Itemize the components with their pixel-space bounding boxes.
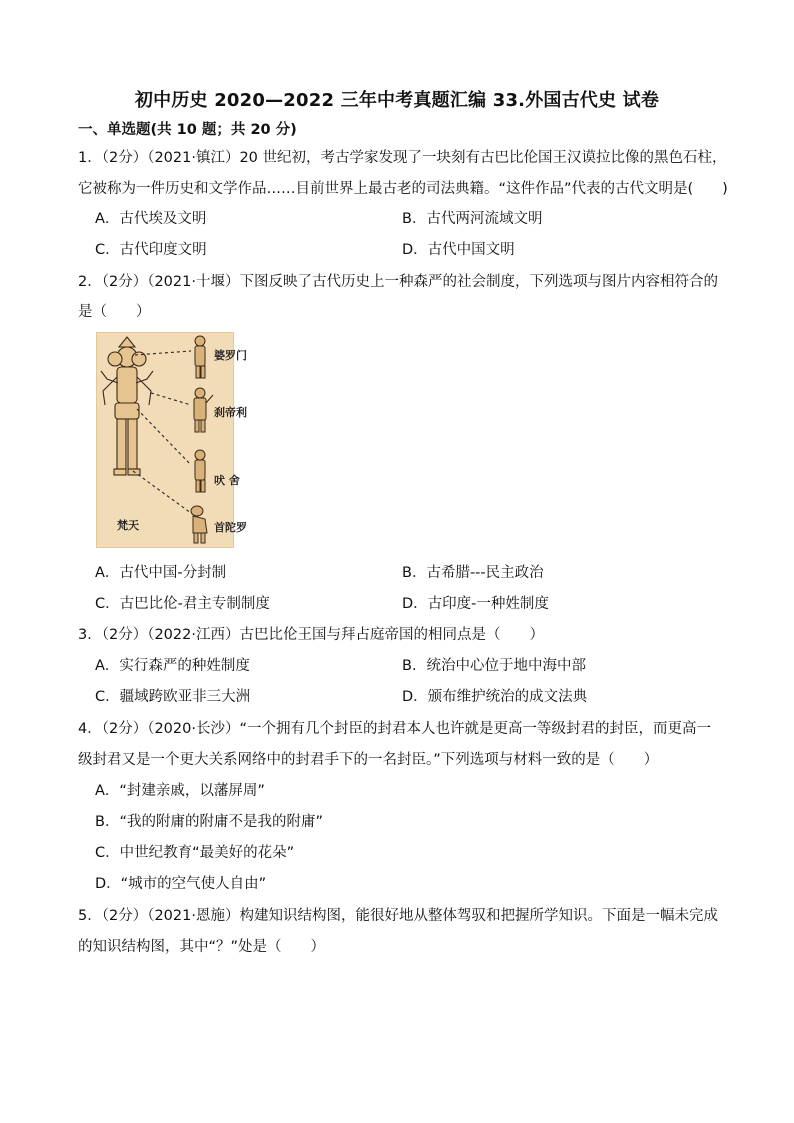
- q5-line-2: 的知识结构图，其中“？”处是（ ）: [78, 939, 326, 955]
- q1-line-2: 它被称为一件历史和文学作品……目前世界上最古老的司法典籍。“这件作品”代表的古代文明是( ): [78, 181, 728, 197]
- q3-option-a[interactable]: A．实行森严的种姓制度: [95, 658, 250, 674]
- q4-line-1: 4．（2分）（2020·长沙）“一个拥有几个封臣的封君本人也许就是更高一等级封君的封臣，而更高一: [78, 721, 711, 737]
- q1-option-d[interactable]: D．古代中国文明: [402, 242, 515, 258]
- q1-option-c[interactable]: C．古代印度文明: [95, 242, 207, 258]
- q2-option-b[interactable]: B．古希腊---民主政治: [402, 565, 544, 581]
- q1-option-b[interactable]: B．古代两河流域文明: [402, 211, 543, 227]
- label-brahma: 梵天: [117, 519, 139, 532]
- caste-illustration: [97, 333, 233, 547]
- q2-option-d[interactable]: D．古印度-一种姓制度: [402, 596, 549, 612]
- page-title: 初中历史 2020—2022 三年中考真题汇编 33.外国古代史 试卷: [134, 90, 660, 111]
- q4-line-2: 级封君又是一个更大关系网络中的封君手下的一名封臣。”下列选项与材料一致的是（ ）: [78, 752, 659, 768]
- label-shudra: 首陀罗: [214, 521, 247, 534]
- q2-option-a[interactable]: A．古代中国-分封制: [95, 565, 227, 581]
- q3-option-b[interactable]: B．统治中心位于地中海中部: [402, 658, 586, 674]
- section-heading: 一、单选题(共 10 题；共 20 分): [78, 122, 297, 138]
- q2-line-1: 2．（2分）（2021·十堰）下图反映了古代历史上一种森严的社会制度，下列选项与图片内容相符合的: [78, 274, 718, 290]
- q1-line-1: 1．（2分）（2021·镇江）20 世纪初，考古学家发现了一块刻有古巴比伦国王汉谟拉比像的黑色石柱，: [78, 150, 727, 166]
- caste-system-figure: [96, 332, 247, 548]
- q4-option-b[interactable]: B．“我的附庸的附庸不是我的附庸”: [95, 814, 323, 830]
- q3-line-1: 3．（2分）（2022·江西）古巴比伦王国与拜占庭帝国的相同点是（ ）: [78, 627, 544, 643]
- label-kshatriya: 刹帝利: [214, 406, 247, 419]
- q3-option-d[interactable]: D．颁布维护统治的成文法典: [402, 689, 588, 705]
- q3-option-c[interactable]: C．疆域跨欧亚非三大洲: [95, 689, 251, 705]
- q4-option-a[interactable]: A．“封建亲戚，以藩屏周”: [95, 783, 265, 799]
- q4-option-c[interactable]: C．中世纪教育“最美好的花朵”: [95, 845, 295, 861]
- q1-option-a[interactable]: A．古代埃及文明: [95, 211, 207, 227]
- q2-line-2: 是（ ）: [78, 304, 151, 320]
- q4-option-d[interactable]: D．“城市的空气使人自由”: [95, 876, 267, 892]
- label-brahmin: 婆罗门: [214, 349, 247, 362]
- q2-option-c[interactable]: C．古巴比伦-君主专制制度: [95, 596, 270, 612]
- label-vaishya: 吠 舍: [214, 474, 240, 487]
- q5-line-1: 5．（2分）（2021·恩施）构建知识结构图，能很好地从整体驾驭和把握所学知识。下面是一幅未完成: [78, 908, 718, 924]
